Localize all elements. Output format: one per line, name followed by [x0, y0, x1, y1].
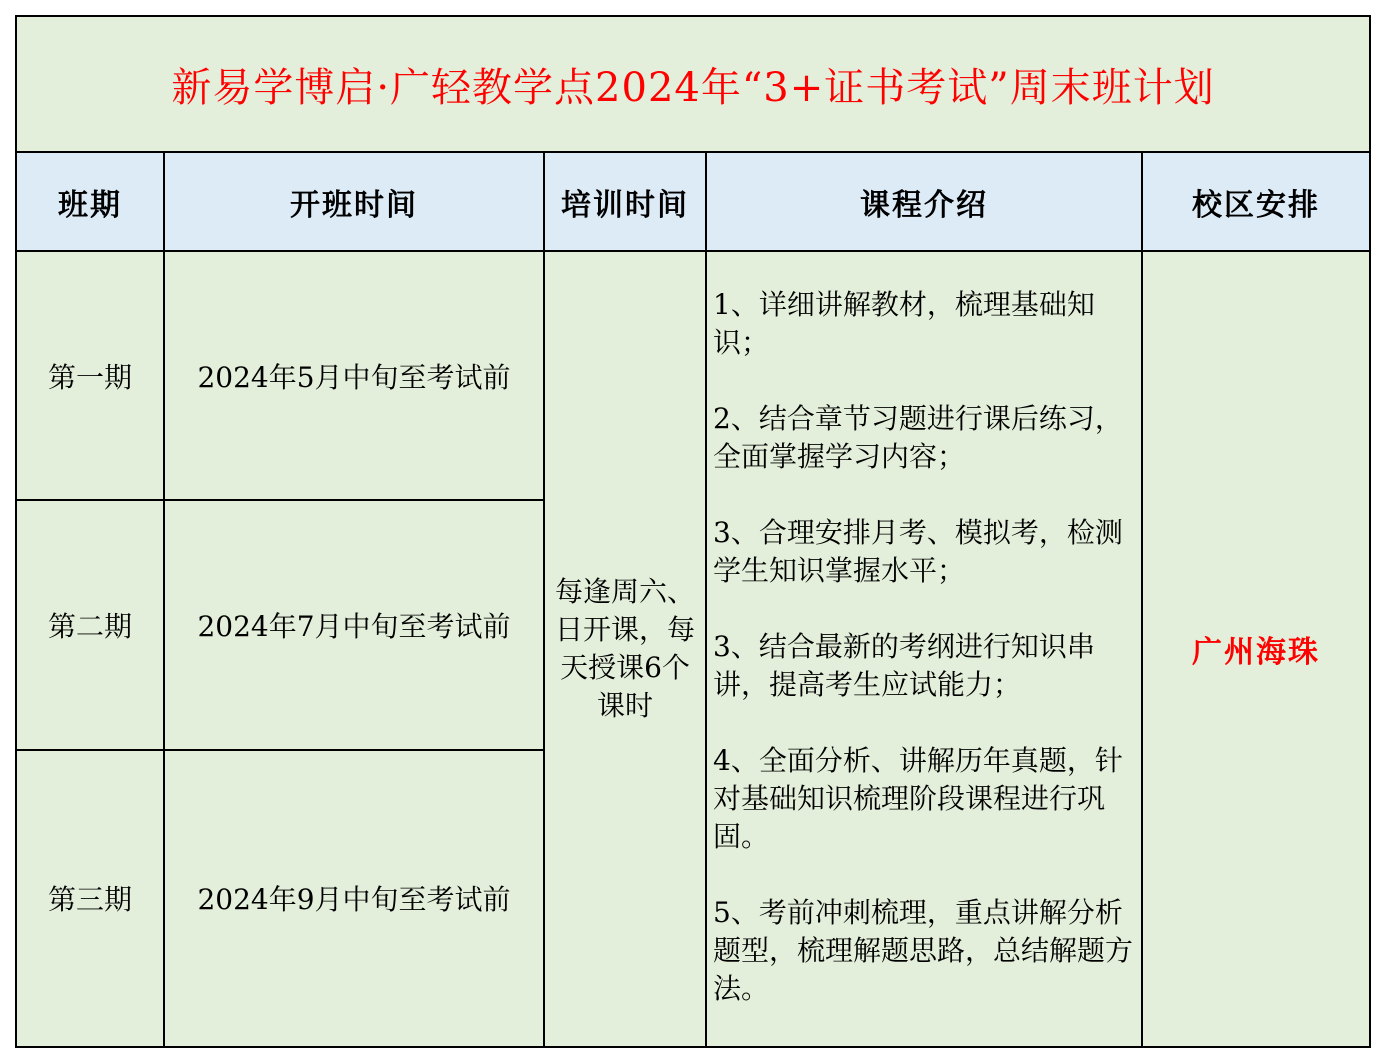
- header-period: 班期: [16, 152, 164, 251]
- course-intro-item: 3、合理安排月考、模拟考，检测学生知识掌握水平；: [713, 516, 1123, 587]
- header-training-time: 培训时间: [544, 152, 706, 251]
- start-time-cell: 2024年9月中旬至考试前: [164, 750, 544, 1048]
- page-title: 新易学博启·广轻教学点2024年“3+证书考试”周末班计划: [16, 16, 1370, 152]
- weekend-class-plan-table: [15, 15, 1371, 1048]
- course-intro-item: 3、结合最新的考纲进行知识串讲，提高考生应试能力；: [713, 630, 1095, 701]
- training-time-text: 每逢周六、日开课，每天授课6个课时: [554, 575, 695, 722]
- training-time-cell: [544, 251, 706, 1047]
- title-row: [16, 16, 1370, 152]
- period-cell: 第三期: [16, 750, 164, 1048]
- table-row: [16, 251, 1370, 500]
- start-time-cell: 2024年5月中旬至考试前: [164, 251, 544, 500]
- period-cell: 第二期: [16, 500, 164, 749]
- header-start-time: 开班时间: [164, 152, 544, 251]
- course-intro-item: 5、考前冲刺梳理，重点讲解分析题型，梳理解题思路，总结解题方法。: [713, 896, 1134, 1005]
- course-intro-item: 4、全面分析、讲解历年真题，针对基础知识梳理阶段课程进行巩固。: [713, 744, 1123, 853]
- period-cell: 第一期: [16, 251, 164, 500]
- course-intro-item: 1、详细讲解教材，梳理基础知识；: [713, 288, 1095, 359]
- header-row: [16, 152, 1370, 251]
- campus-cell: 广州海珠: [1142, 251, 1370, 1047]
- course-intro-item: 2、结合章节习题进行课后练习，全面掌握学习内容；: [713, 402, 1123, 473]
- header-campus: 校区安排: [1142, 152, 1370, 251]
- start-time-cell: 2024年7月中旬至考试前: [164, 500, 544, 749]
- course-intro-cell: [706, 251, 1142, 1047]
- header-course-intro: 课程介绍: [706, 152, 1142, 251]
